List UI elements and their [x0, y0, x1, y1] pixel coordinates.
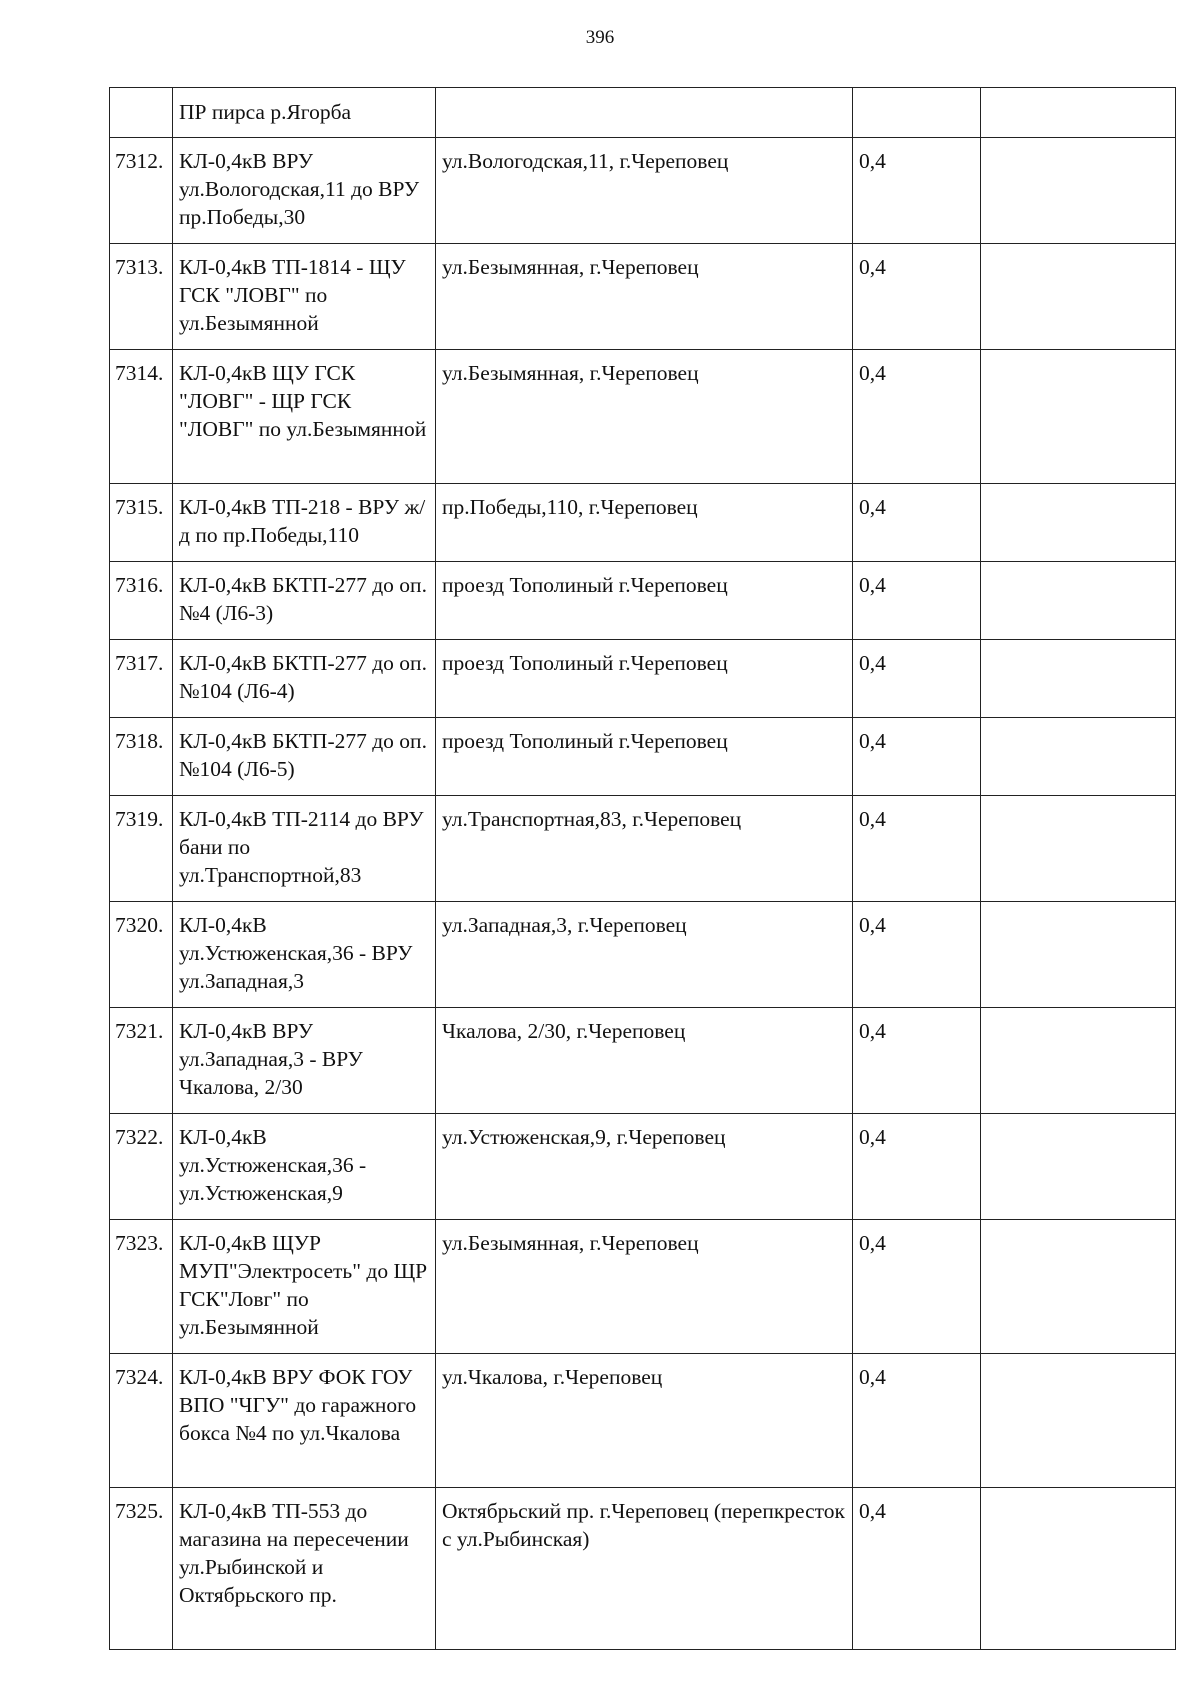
line-extra [981, 902, 1176, 1008]
line-extra [981, 1008, 1176, 1114]
table-row [110, 244, 1176, 350]
row-number: 7325. [110, 1488, 173, 1650]
line-address: Октябрьский пр. г.Череповец (перепкресток с ул.Рыбинская) [436, 1488, 853, 1650]
line-address: проезд Тополиный г.Череповец [436, 562, 853, 640]
line-name: КЛ-0,4кВ ВРУ ул.Западная,3 - ВРУ Чкалова, 2/30 [173, 1008, 436, 1114]
line-extra [981, 244, 1176, 350]
line-name: КЛ-0,4кВ БКТП-277 до оп.№104 (Л6-5) [173, 718, 436, 796]
row-number: 7314. [110, 350, 173, 484]
line-extra [981, 562, 1176, 640]
page-number: 396 [585, 27, 615, 48]
line-voltage: 0,4 [853, 1114, 981, 1220]
line-address: ул.Транспортная,83, г.Череповец [436, 796, 853, 902]
line-extra [981, 138, 1176, 244]
row-number: 7317. [110, 640, 173, 718]
line-address: проезд Тополиный г.Череповец [436, 640, 853, 718]
table-row [110, 718, 1176, 796]
row-number: 7319. [110, 796, 173, 902]
table-row [110, 562, 1176, 640]
line-name: КЛ-0,4кВ ТП-1814 - ЩУ ГСК "ЛОВГ" по ул.Безымянной [173, 244, 436, 350]
line-extra [981, 796, 1176, 902]
table-row [110, 138, 1176, 244]
table-row [110, 1354, 1176, 1488]
line-name: КЛ-0,4кВ БКТП-277 до оп.№4 (Л6-3) [173, 562, 436, 640]
line-voltage: 0,4 [853, 902, 981, 1008]
row-number: 7324. [110, 1354, 173, 1488]
line-address: ул.Безымянная, г.Череповец [436, 350, 853, 484]
row-number: 7318. [110, 718, 173, 796]
line-address: ул.Устюженская,9, г.Череповец [436, 1114, 853, 1220]
table-row [110, 350, 1176, 484]
line-voltage [853, 88, 981, 138]
row-number [110, 88, 173, 138]
line-voltage: 0,4 [853, 1488, 981, 1650]
line-name: ПР пирса р.Ягорба [173, 88, 436, 138]
line-voltage: 0,4 [853, 1008, 981, 1114]
table-row [110, 1008, 1176, 1114]
line-extra [981, 1488, 1176, 1650]
line-address: проезд Тополиный г.Череповец [436, 718, 853, 796]
line-extra [981, 1354, 1176, 1488]
table-row [110, 796, 1176, 902]
line-name: КЛ-0,4кВ ТП-218 - ВРУ ж/д по пр.Победы,110 [173, 484, 436, 562]
row-number: 7315. [110, 484, 173, 562]
table-row [110, 640, 1176, 718]
line-extra [981, 88, 1176, 138]
registry-table [109, 87, 1176, 1650]
line-extra [981, 1114, 1176, 1220]
line-address: ул.Вологодская,11, г.Череповец [436, 138, 853, 244]
row-number: 7322. [110, 1114, 173, 1220]
table-row [110, 484, 1176, 562]
line-extra [981, 718, 1176, 796]
line-name: КЛ-0,4кВ ТП-553 до магазина на пересечении ул.Рыбинской и Октябрьского пр. [173, 1488, 436, 1650]
line-extra [981, 640, 1176, 718]
table-row [110, 1488, 1176, 1650]
line-extra [981, 1220, 1176, 1354]
line-address: ул.Безымянная, г.Череповец [436, 1220, 853, 1354]
table-row [110, 1114, 1176, 1220]
line-name: КЛ-0,4кВ ВРУ ул.Вологодская,11 до ВРУ пр.Победы,30 [173, 138, 436, 244]
line-voltage: 0,4 [853, 1354, 981, 1488]
row-number: 7323. [110, 1220, 173, 1354]
line-address [436, 88, 853, 138]
line-address: Чкалова, 2/30, г.Череповец [436, 1008, 853, 1114]
table-row [110, 88, 1176, 138]
line-voltage: 0,4 [853, 718, 981, 796]
line-extra [981, 484, 1176, 562]
line-voltage: 0,4 [853, 244, 981, 350]
line-voltage: 0,4 [853, 796, 981, 902]
line-name: КЛ-0,4кВ БКТП-277 до оп.№104 (Л6-4) [173, 640, 436, 718]
row-number: 7313. [110, 244, 173, 350]
line-address: ул.Западная,3, г.Череповец [436, 902, 853, 1008]
line-name: КЛ-0,4кВ ул.Устюженская,36 - ул.Устюженская,9 [173, 1114, 436, 1220]
row-number: 7321. [110, 1008, 173, 1114]
line-voltage: 0,4 [853, 562, 981, 640]
row-number: 7312. [110, 138, 173, 244]
line-name: КЛ-0,4кВ ЩУР МУП"Электросеть" до ЩР ГСК"Ловг" по ул.Безымянной [173, 1220, 436, 1354]
line-name: КЛ-0,4кВ ул.Устюженская,36 - ВРУ ул.Западная,3 [173, 902, 436, 1008]
line-voltage: 0,4 [853, 484, 981, 562]
table-row [110, 1220, 1176, 1354]
line-voltage: 0,4 [853, 640, 981, 718]
line-address: ул.Безымянная, г.Череповец [436, 244, 853, 350]
line-address: пр.Победы,110, г.Череповец [436, 484, 853, 562]
line-name: КЛ-0,4кВ ЩУ ГСК "ЛОВГ" - ЩР ГСК "ЛОВГ" по ул.Безымянной [173, 350, 436, 484]
table-row [110, 902, 1176, 1008]
line-voltage: 0,4 [853, 138, 981, 244]
line-voltage: 0,4 [853, 350, 981, 484]
line-name: КЛ-0,4кВ ТП-2114 до ВРУ бани по ул.Транспортной,83 [173, 796, 436, 902]
line-address: ул.Чкалова, г.Череповец [436, 1354, 853, 1488]
row-number: 7320. [110, 902, 173, 1008]
row-number: 7316. [110, 562, 173, 640]
line-extra [981, 350, 1176, 484]
line-voltage: 0,4 [853, 1220, 981, 1354]
line-name: КЛ-0,4кВ ВРУ ФОК ГОУ ВПО "ЧГУ" до гаражного бокса №4 по ул.Чкалова [173, 1354, 436, 1488]
